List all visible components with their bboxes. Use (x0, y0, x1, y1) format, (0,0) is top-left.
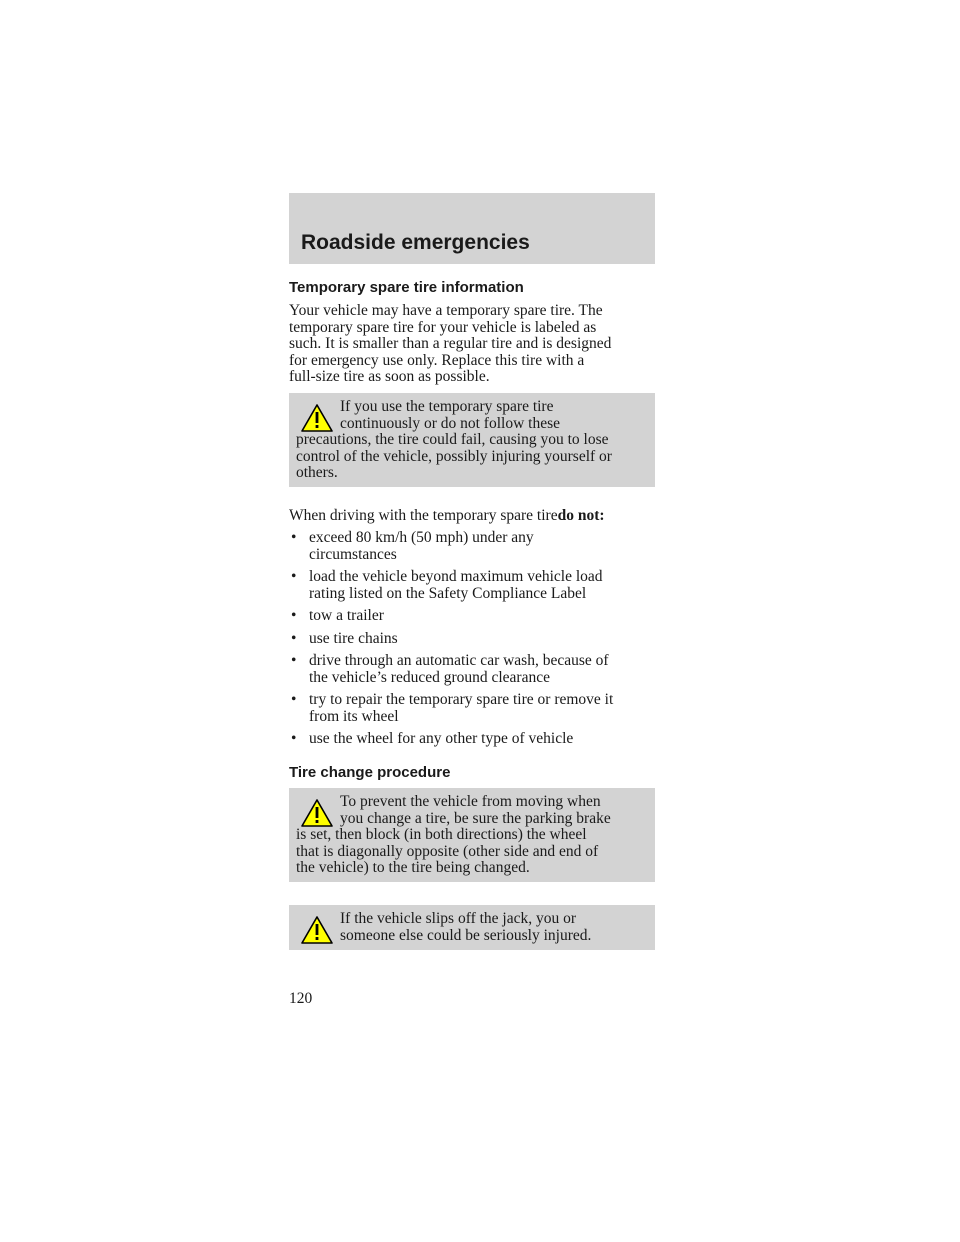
list-item (289, 653, 661, 686)
warning-line: you change a tire, be sure the parking brake (340, 809, 611, 827)
driving-intro-text: When driving with the temporary spare tire (289, 507, 558, 524)
warning-text (296, 794, 654, 877)
warning-line: the vehicle) to the tire being changed. (296, 859, 530, 876)
list-item-line: exceed 80 km/h (50 mph) under any (309, 529, 534, 546)
warning-box-spare-tire (289, 393, 655, 487)
spare-tire-paragraph (289, 303, 661, 386)
section-header-band (289, 193, 655, 264)
heading-temporary-spare-tire: Temporary spare tire information (289, 279, 524, 296)
bullet-icon: • (291, 652, 297, 669)
paragraph-line: for emergency use only. Replace this tire with a (289, 351, 585, 369)
list-item (289, 631, 661, 648)
warning-line: that is diagonally opposite (other side and end of (296, 842, 599, 860)
warning-text (296, 399, 654, 482)
warning-line: others. (296, 464, 338, 481)
list-item (289, 608, 661, 625)
warning-line: To prevent the vehicle from moving when (340, 793, 601, 810)
warning-line: is set, then block (in both directions) the wheel (296, 826, 587, 843)
heading-tire-change-procedure: Tire change procedure (289, 764, 451, 781)
page-section-title: Roadside emergencies (301, 231, 530, 254)
warning-text (296, 911, 654, 944)
list-item (289, 692, 661, 725)
bullet-icon: • (291, 607, 297, 624)
warning-box-parking-brake (289, 788, 655, 882)
list-item (289, 569, 661, 602)
page-number: 120 (289, 990, 313, 1007)
list-item-line: rating listed on the Safety Compliance Label (309, 584, 587, 602)
bullet-icon: • (291, 691, 297, 708)
list-item-line: try to repair the temporary spare tire or remove it (309, 691, 614, 708)
list-item-line: use tire chains (309, 629, 398, 647)
warning-line: If the vehicle slips off the jack, you or (340, 910, 577, 927)
warning-line: someone else could be seriously injured. (340, 926, 592, 944)
list-item-line: load the vehicle beyond maximum vehicle load (309, 568, 603, 585)
paragraph-line: temporary spare tire for your vehicle is labeled as (289, 318, 597, 336)
driving-intro-emphasis: do not: (557, 507, 605, 524)
list-item-line: tow a trailer (309, 607, 384, 624)
list-item-line: drive through an automatic car wash, because of (309, 652, 609, 669)
warning-line: continuously or do not follow these (340, 414, 560, 432)
paragraph-line: Your vehicle may have a temporary spare tire. The (289, 302, 603, 319)
list-item (289, 530, 661, 563)
list-item-line: use the wheel for any other type of vehicle (309, 730, 574, 747)
list-item-line: from its wheel (309, 707, 399, 725)
bullet-icon: • (291, 629, 297, 647)
list-item-line: circumstances (309, 545, 397, 563)
paragraph-line: full-size tire as soon as possible. (289, 368, 490, 385)
list-item-line: the vehicle’s reduced ground clearance (309, 668, 550, 686)
bullet-icon: • (291, 529, 297, 546)
warning-line: control of the vehicle, possibly injuring yourself or (296, 447, 612, 465)
list-item (289, 731, 661, 748)
bullet-icon: • (291, 730, 297, 747)
paragraph-line: such. It is smaller than a regular tire and is designed (289, 335, 612, 352)
warning-box-jack (289, 905, 655, 950)
warning-line: If you use the temporary spare tire (340, 398, 554, 415)
do-not-list (289, 530, 661, 754)
warning-line: precautions, the tire could fail, causing you to lose (296, 431, 609, 448)
bullet-icon: • (291, 568, 297, 585)
driving-intro (289, 508, 661, 525)
